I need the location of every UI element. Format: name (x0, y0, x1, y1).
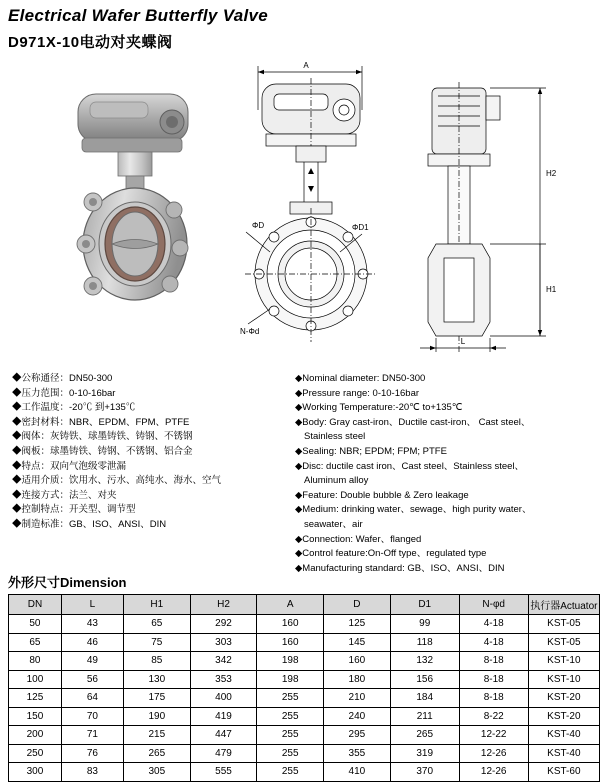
table-cell: 184 (390, 689, 459, 708)
table-cell: 8-18 (459, 689, 528, 708)
table-cell: 85 (123, 652, 190, 671)
table-cell: 49 (61, 652, 123, 671)
spec-line: Stainless steel (304, 431, 366, 443)
table-cell: 292 (190, 615, 257, 634)
spec-line: ◆公称通径：DN50-300 (12, 373, 113, 384)
page-title-cn: D971X-10电动对夹蝶阀 (8, 34, 173, 51)
spec-line: ◆Disc: ductile cast iron、Cast steel、Stainless steel、 (295, 460, 525, 472)
table-cell: 255 (257, 707, 324, 726)
dim-label-H2: H2 (546, 169, 557, 178)
table-header-cell: 执行器Actuator (528, 595, 599, 615)
table-cell: 71 (61, 726, 123, 745)
dim-label-phiD1: ΦD1 (352, 223, 369, 232)
table-cell: 76 (61, 744, 123, 763)
table-cell: 156 (390, 670, 459, 689)
table-cell: 12-26 (459, 744, 528, 763)
spec-line: ◆特点：双向气泡级零泄漏 (12, 460, 127, 472)
table-cell: 265 (390, 726, 459, 745)
table-row (9, 615, 600, 634)
table-cell: 8-18 (459, 652, 528, 671)
table-cell: 65 (123, 615, 190, 634)
spec-line: ◆Medium: drinking water、sewage、high purity water、 (295, 504, 532, 516)
table-cell: KST-20 (528, 707, 599, 726)
table-cell: 240 (324, 707, 391, 726)
table-row (9, 744, 600, 763)
table-header-cell: N-φd (459, 595, 528, 615)
drawing-area (0, 52, 611, 364)
table-cell: 175 (123, 689, 190, 708)
table-cell: 447 (190, 726, 257, 745)
table-cell: 145 (324, 633, 391, 652)
table-cell: 75 (123, 633, 190, 652)
table-row (9, 633, 600, 652)
table-cell: 150 (9, 707, 62, 726)
spec-line: ◆Pressure range: 0-10-16bar (295, 387, 420, 399)
table-cell: 83 (61, 763, 123, 782)
table-cell: 118 (390, 633, 459, 652)
table-cell: 46 (61, 633, 123, 652)
table-cell: 419 (190, 707, 257, 726)
table-cell: 295 (324, 726, 391, 745)
table-cell: 8-18 (459, 670, 528, 689)
table-cell: 64 (61, 689, 123, 708)
table-cell: 319 (390, 744, 459, 763)
table-header-cell: H1 (123, 595, 190, 615)
dim-label-phiD: ΦD (252, 221, 265, 230)
table-cell: 80 (9, 652, 62, 671)
table-cell: 410 (324, 763, 391, 782)
table-row (9, 763, 600, 782)
table-cell: 555 (190, 763, 257, 782)
table-header-cell: D1 (390, 595, 459, 615)
page-title-en: Electrical Wafer Butterfly Valve (8, 6, 268, 25)
table-cell: KST-40 (528, 726, 599, 745)
table-cell: KST-05 (528, 633, 599, 652)
table-cell: 215 (123, 726, 190, 745)
table-cell: 160 (257, 633, 324, 652)
spec-line: ◆Connection: Wafer、flanged (295, 533, 422, 545)
spec-line: ◆适用介质：饮用水、污水、高纯水、海水、空气 (12, 475, 222, 487)
table-cell: 4-18 (459, 633, 528, 652)
spec-line: seawater、air (304, 518, 363, 530)
table-cell: 255 (257, 763, 324, 782)
table-cell: 56 (61, 670, 123, 689)
dimension-table-wrap (8, 594, 600, 782)
table-cell: 198 (257, 652, 324, 671)
table-header-cell: L (61, 595, 123, 615)
table-cell: 65 (9, 633, 62, 652)
table-cell: 160 (324, 652, 391, 671)
spec-line: ◆压力范围：0-10-16bar (12, 387, 116, 399)
spec-line: ◆控制特点：开关型、调节型 (12, 504, 136, 516)
table-cell: 300 (9, 763, 62, 782)
table-row (9, 707, 600, 726)
spec-line: ◆阀板：球墨铸铁、铸钢、不锈钢、铝合金 (12, 445, 193, 457)
dim-label-A: A (303, 61, 309, 70)
table-cell: 130 (123, 670, 190, 689)
table-cell: 255 (257, 744, 324, 763)
table-cell: 125 (9, 689, 62, 708)
table-header-cell: DN (9, 595, 62, 615)
table-cell: 265 (123, 744, 190, 763)
spec-line: ◆Nominal diameter: DN50-300 (295, 373, 426, 384)
spec-line: ◆工作温度：-20℃ 到+135℃ (12, 402, 136, 414)
dimension-table (8, 594, 600, 782)
spec-line: ◆Control feature:On-Off type、regulated type (295, 548, 487, 560)
spec-line: ◆Manufacturing standard: GB、ISO、ANSI、DIN (295, 562, 505, 574)
specs-chinese (12, 372, 292, 533)
table-cell: 12-22 (459, 726, 528, 745)
dim-label-L: L (460, 337, 466, 346)
spec-line: ◆Working Temperature:-20℃ to+135℃ (295, 402, 463, 414)
table-row (9, 652, 600, 671)
dim-label-H1: H1 (546, 285, 557, 294)
spec-line: ◆连接方式：法兰、对夹 (12, 489, 117, 501)
product-photo (60, 82, 235, 312)
table-cell: 99 (390, 615, 459, 634)
table-row (9, 670, 600, 689)
table-cell: 353 (190, 670, 257, 689)
table-cell: 190 (123, 707, 190, 726)
table-cell: 210 (324, 689, 391, 708)
table-header-row (9, 595, 600, 615)
table-header-cell: D (324, 595, 391, 615)
table-cell: 479 (190, 744, 257, 763)
table-cell: KST-05 (528, 615, 599, 634)
table-cell: 255 (257, 726, 324, 745)
table-cell: 12-26 (459, 763, 528, 782)
table-header-cell: A (257, 595, 324, 615)
table-cell: 160 (257, 615, 324, 634)
table-cell: 342 (190, 652, 257, 671)
table-cell: 8-22 (459, 707, 528, 726)
specs-english (295, 372, 607, 576)
table-row (9, 726, 600, 745)
table-cell: KST-60 (528, 763, 599, 782)
spec-line: Aluminum alloy (304, 475, 369, 487)
table-cell: KST-10 (528, 652, 599, 671)
table-cell: 132 (390, 652, 459, 671)
table-cell: 50 (9, 615, 62, 634)
table-header-cell: H2 (190, 595, 257, 615)
table-cell: 180 (324, 670, 391, 689)
dim-label-n-phi-d: N-Φd (240, 327, 260, 336)
table-cell: 200 (9, 726, 62, 745)
spec-line: ◆阀体：灰铸铁、球墨铸铁、铸钢、不锈钢 (12, 431, 193, 443)
spec-line: ◆Feature: Double bubble & Zero leakage (295, 489, 469, 501)
spec-line: ◆Sealing: NBR; EPDM; FPM; PTFE (295, 445, 447, 457)
table-cell: 198 (257, 670, 324, 689)
table-cell: KST-10 (528, 670, 599, 689)
technical-drawing (240, 52, 600, 364)
spec-line: ◆制造标准：GB、ISO、ANSI、DIN (12, 518, 167, 530)
dimension-heading: 外形尺寸Dimension (8, 575, 127, 590)
table-cell: 70 (61, 707, 123, 726)
spec-line: ◆密封材料：NBR、EPDM、FPM、PTFE (12, 416, 190, 428)
table-cell: KST-20 (528, 689, 599, 708)
table-cell: 255 (257, 689, 324, 708)
table-cell: 4-18 (459, 615, 528, 634)
table-cell: 43 (61, 615, 123, 634)
table-cell: 305 (123, 763, 190, 782)
table-cell: 355 (324, 744, 391, 763)
table-cell: 370 (390, 763, 459, 782)
table-cell: KST-40 (528, 744, 599, 763)
table-row (9, 689, 600, 708)
table-cell: 400 (190, 689, 257, 708)
table-cell: 211 (390, 707, 459, 726)
spec-line: ◆Body: Gray cast-iron、Ductile cast-iron、 Cast steel、 (295, 416, 531, 428)
table-cell: 100 (9, 670, 62, 689)
table-cell: 303 (190, 633, 257, 652)
table-cell: 250 (9, 744, 62, 763)
table-cell: 125 (324, 615, 391, 634)
